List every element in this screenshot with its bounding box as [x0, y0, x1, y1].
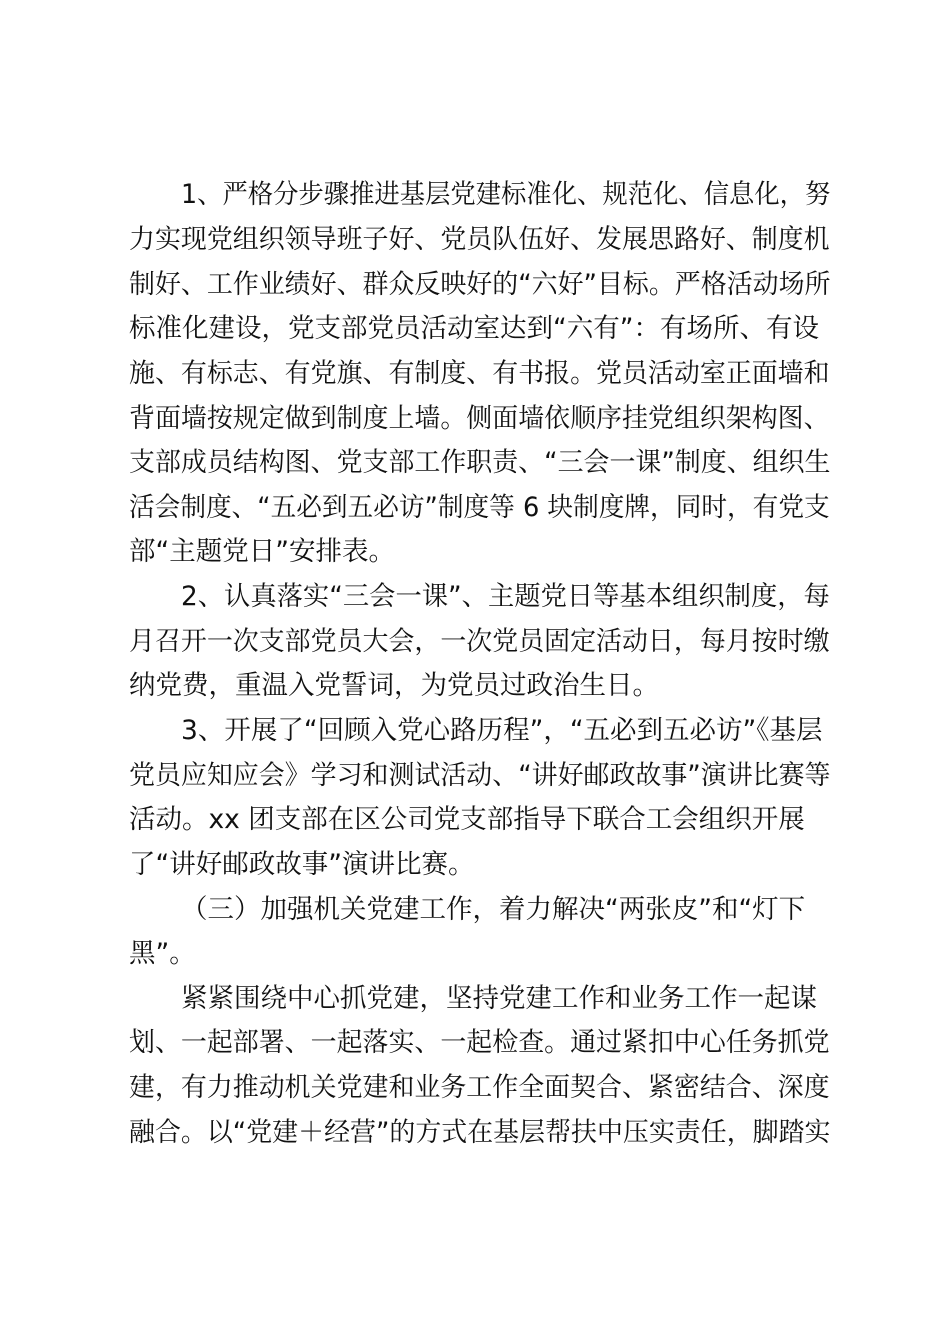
paragraph-4-line-1: 紧紧围绕中心抓党建，坚持党建工作和业务工作一起谋 [181, 983, 817, 1014]
paragraph-4-line-3: 建，有力推动机关党建和业务工作全面契合、紧密结合、深度 [129, 1072, 830, 1103]
paragraph-4-line-4: 融合。以“党建＋经营”的方式在基层帮扶中压实责任，脚踏实 [129, 1117, 831, 1148]
paragraph-1-line-8: 活会制度、“五必到五必访”制度等 6 块制度牌，同时，有党支 [129, 492, 830, 523]
paragraph-1-line-9: 部“主题党日”安排表。 [129, 536, 395, 567]
paragraph-2-line-2: 月召开一次支部党员大会，一次党员固定活动日，每月按时缴 [129, 626, 830, 657]
paragraph-2-line-3: 纳党费，重温入党誓词，为党员过政治生日。 [129, 670, 659, 701]
paragraph-4-line-2: 划、一起部署、一起落实、一起检查。通过紧扣中心任务抓党 [129, 1027, 830, 1058]
section-heading-line-1: （三）加强机关党建工作，着力解决“两张皮”和“灯下 [181, 894, 806, 925]
paragraph-1-line-6: 背面墙按规定做到制度上墙。侧面墙依顺序挂党组织架构图、 [129, 403, 830, 434]
paragraph-1-line-7: 支部成员结构图、党支部工作职责、“三会一课”制度、组织生 [129, 447, 831, 478]
paragraph-3-line-3: 活动。xx 团支部在区公司党支部指导下联合工会组织开展 [129, 804, 805, 835]
paragraph-1-line-4: 标准化建设，党支部党员活动室达到“六有”：有场所、有设 [129, 313, 819, 344]
paragraph-1-line-2: 力实现党组织领导班子好、党员队伍好、发展思路好、制度机 [129, 224, 830, 255]
paragraph-2-line-1: 2、认真落实“三会一课”、主题党日等基本组织制度，每 [181, 581, 830, 612]
paragraph-3-line-4: 了“讲好邮政故事”演讲比赛。 [129, 849, 475, 880]
section-heading-line-2: 黑”。 [129, 938, 196, 969]
paragraph-3-line-1: 3、开展了“回顾入党心路历程”，“五必到五必访”《基层 [181, 715, 823, 746]
paragraph-1-line-5: 施、有标志、有党旗、有制度、有书报。党员活动室正面墙和 [129, 358, 830, 389]
paragraph-1-line-1: 1、严格分步骤推进基层党建标准化、规范化、信息化，努 [181, 179, 831, 210]
paragraph-1-line-3: 制好、工作业绩好、群众反映好的“六好”目标。严格活动场所 [129, 269, 831, 300]
paragraph-3-line-2: 党员应知应会》学习和测试活动、“讲好邮政故事”演讲比赛等 [129, 760, 831, 791]
